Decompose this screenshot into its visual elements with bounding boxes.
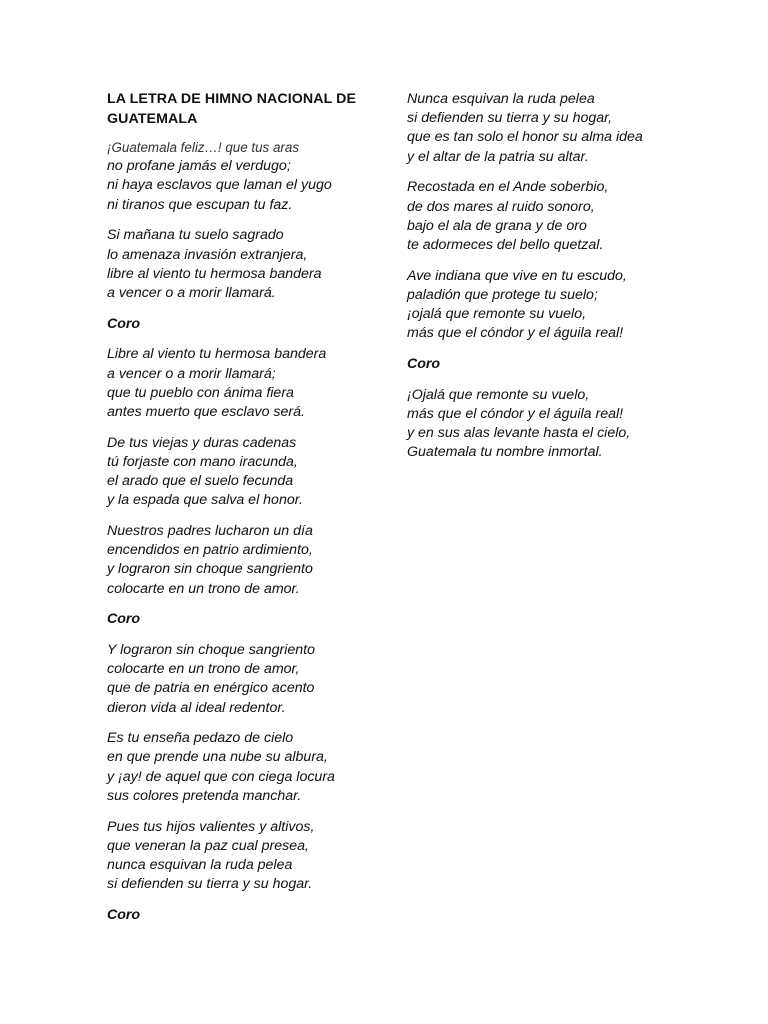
stanza (107, 641, 387, 718)
verse-line: encendidos en patrio ardimiento, (107, 542, 313, 559)
verse-line: ¡ojalá que remonte su vuelo, (407, 306, 587, 323)
verse-line: a vencer o a morir llamará. (107, 284, 276, 301)
verse-line: te adormeces del bello quetzal. (407, 236, 604, 253)
verse-line: que de patria en enérgico acento (107, 680, 315, 697)
verse-line: y el altar de la patria su altar. (407, 148, 589, 165)
verse-line: Ave indiana que vive en tu escudo, (407, 267, 627, 284)
stanza (107, 345, 387, 422)
stanza (407, 386, 707, 463)
chorus-marker (107, 610, 387, 629)
verse-line: más que el cóndor y el águila real! (407, 325, 624, 342)
verse-line: a vencer o a morir llamará; (107, 365, 276, 382)
document-title-line-1: LA LETRA DE HIMNO NACIONAL DE (107, 91, 357, 107)
document-title (107, 90, 387, 129)
verse-line: Nuestros padres lucharon un día (107, 522, 313, 539)
stanza (107, 434, 387, 511)
verse-line: paladión que protege tu suelo; (407, 286, 598, 303)
chorus-marker (107, 315, 387, 334)
verse-line: colocarte en un trono de amor, (107, 661, 300, 678)
verse-line: si defienden su tierra y su hogar, (407, 110, 613, 127)
chorus-label: Coro (107, 906, 141, 923)
verse-line: y en sus alas levante hasta el cielo, (407, 425, 631, 442)
verse-line: tú forjaste con mano iracunda, (107, 453, 298, 470)
chorus-label: Coro (107, 315, 141, 332)
verse-line: que es tan solo el honor su alma idea (407, 129, 643, 146)
left-column (107, 90, 387, 937)
document-title-line-2: GUATEMALA (107, 110, 198, 127)
verse-line: y lograron sin choque sangriento (107, 561, 313, 578)
stanza (107, 729, 387, 806)
verse-line: de dos mares al ruido sonoro, (407, 198, 595, 215)
verse-line: libre al viento tu hermosa bandera (107, 265, 322, 282)
verse-line: nunca esquivan la ruda pelea (107, 857, 293, 873)
verse-line: Si mañana tu suelo sagrado (107, 227, 284, 244)
verse-line: que tu pueblo con ánima fiera (107, 384, 294, 401)
verse-line: ¡Ojalá que remonte su vuelo, (407, 386, 590, 403)
verse-line: Pues tus hijos valientes y altivos, (107, 818, 315, 835)
right-column (407, 90, 707, 474)
chorus-label: Coro (407, 355, 441, 372)
stanza (407, 178, 707, 255)
stanza (107, 226, 387, 303)
verse-line: Guatemala tu nombre inmortal. (407, 444, 603, 461)
verse-line: De tus viejas y duras cadenas (107, 434, 297, 451)
verse-line: que veneran la paz cual presea, (107, 837, 309, 854)
verse-line: Y lograron sin choque sangriento (107, 641, 315, 658)
chorus-label: Coro (107, 611, 141, 628)
verse-line: bajo el ala de grana y de oro (407, 217, 587, 234)
verse-line: más que el cóndor y el águila real! (407, 405, 624, 422)
verse-line: dieron vida al ideal redentor. (107, 699, 286, 716)
stanza (407, 90, 707, 167)
verse-line: ni haya esclavos que laman el yugo (107, 177, 332, 194)
chorus-marker (407, 355, 707, 374)
verse-line: lo amenaza invasión extranjera, (107, 246, 308, 263)
stanza (407, 267, 707, 344)
verse-line: Recostada en el Ande soberbio, (407, 179, 609, 196)
verse-line: y ¡ay! de aquel que con ciega locura (107, 768, 335, 785)
stanza (107, 522, 387, 599)
verse-line: ¡Guatemala feliz…! que tus aras (107, 140, 300, 155)
verse-line: ni tiranos que escupan tu faz. (107, 196, 293, 213)
stanza (107, 138, 387, 215)
verse-line: sus colores pretenda manchar. (107, 787, 302, 804)
verse-line: si defienden su tierra y su hogar. (107, 876, 313, 893)
verse-line: en que prende una nube su albura, (107, 749, 328, 766)
verse-line: y la espada que salva el honor. (107, 492, 303, 509)
verse-line: el arado que el suelo fecunda (107, 473, 294, 490)
verse-line: Libre al viento tu hermosa bandera (107, 346, 327, 363)
chorus-marker (107, 906, 387, 925)
stanza (107, 818, 387, 895)
verse-line: Nunca esquivan la ruda pelea (407, 91, 595, 107)
verse-line: no profane jamás el verdugo; (107, 158, 291, 175)
verse-line: Es tu enseña pedazo de cielo (107, 730, 294, 747)
verse-line: antes muerto que esclavo será. (107, 403, 305, 420)
verse-line: colocarte en un trono de amor. (107, 580, 300, 597)
